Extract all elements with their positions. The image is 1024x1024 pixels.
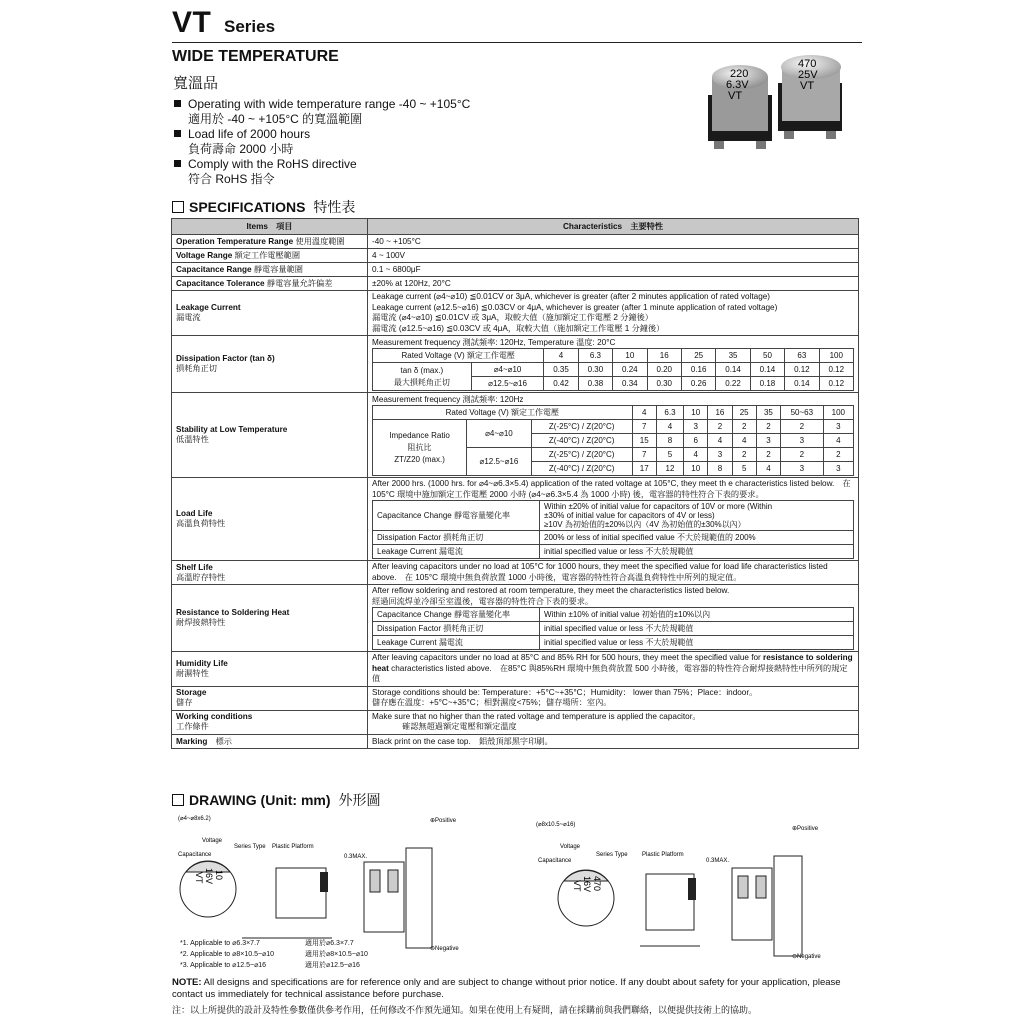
label-capacitance: Capacitance — [178, 852, 212, 858]
feature-en: Load life of 2000 hours — [188, 127, 311, 141]
z-cell: 5 — [656, 448, 683, 462]
item-cn: 標示 — [215, 736, 232, 746]
item-en: Humidity Life — [176, 658, 228, 668]
item-en: Operation Temperature Range — [176, 237, 294, 246]
photo-cap1-series: VT — [728, 90, 743, 102]
tan-cell: 0.30 — [647, 377, 681, 391]
z-cell: 3 — [823, 462, 853, 476]
col-items: Items 項目 — [172, 219, 368, 235]
label-max: 0.3MAX. — [706, 858, 730, 864]
solder-lc-label: Leakage Current 漏電流 — [373, 636, 540, 650]
label-platform: Plastic Platform — [272, 844, 314, 850]
cap-series: VT — [572, 880, 582, 892]
spec-heading — [172, 197, 355, 217]
label-negative: ⊖Negative — [792, 954, 821, 960]
item-en: Voltage Range — [176, 251, 233, 260]
label-positive: ⊕Positive — [430, 818, 457, 824]
row-shelf-life — [172, 561, 859, 585]
voltage-cell: 6.3 — [578, 349, 612, 363]
item-en: Resistance to Soldering Heat — [176, 608, 290, 617]
note-cn: 注：以上所提供的設計及特性參數僅供參考作用，任何修改不作預先通知。如果在使用上有疑問，請在採購前與我們聯絡，以便提供技術上的協助。 — [172, 1005, 758, 1015]
label-positive: ⊕Positive — [792, 826, 819, 832]
cap-value: 470 — [592, 876, 602, 892]
rated-voltage-label: Rated Voltage (V) 額定工作電壓 — [373, 349, 544, 363]
item-en: Stability at Low Temperature — [176, 425, 288, 434]
row-dissipation — [172, 336, 859, 393]
bullet-icon — [174, 160, 181, 167]
load-cc-val: ±30% of initial value for capacitors of 4V or less) — [544, 511, 715, 520]
terminal-pad — [370, 870, 380, 892]
load-cc-val: Within ±20% of initial value for capacitors of 10V or more (Within — [544, 502, 773, 511]
size-cell: ⌀12.5~⌀16 — [467, 448, 532, 476]
value: Black print on the case top. 鋁殼頂部黑字印刷。 — [368, 734, 859, 748]
tan-cell: 0.35 — [544, 363, 578, 377]
product-photo — [700, 55, 850, 155]
tan-label-cn: 最大損耗角正切 — [393, 377, 450, 387]
item-cn: 高溫貯存特性 — [176, 572, 226, 582]
z-cell: 2 — [756, 448, 780, 462]
row-load-life — [172, 478, 859, 561]
z-cell: 3 — [781, 434, 824, 448]
drawing-left-range: (⌀4~⌀8x6.2) — [178, 816, 211, 822]
voltage-cell: 25 — [681, 349, 715, 363]
load-lc-label: Leakage Current 漏電流 — [373, 545, 540, 559]
voltage-cell: 10 — [613, 349, 647, 363]
voltage-cell: 35 — [756, 406, 780, 420]
z-cell: 3 — [708, 448, 732, 462]
footnote-cn: 適用於⌀6.3×7.7 — [305, 940, 354, 947]
label-platform: Plastic Platform — [642, 852, 684, 858]
tan-cell: 0.12 — [819, 363, 853, 377]
label-negative: ⊖Negative — [430, 946, 459, 952]
title-divider — [172, 42, 862, 43]
load-df-label: Dissipation Factor 損耗角正切 — [373, 531, 540, 545]
row-marking — [172, 734, 859, 748]
z-cell: 3 — [823, 420, 853, 434]
tan-cell: 0.14 — [750, 363, 784, 377]
solder-df-label: Dissipation Factor 損耗角正切 — [373, 622, 540, 636]
voltage-cell: 6.3 — [656, 406, 683, 420]
voltage-cell: 16 — [708, 406, 732, 420]
item-cn: 使用溫度範圍 — [295, 237, 345, 246]
platform-mark — [320, 872, 328, 892]
solder-intro: After reflow soldering and restored at room temperature, they meet the characteristics listed below. — [372, 586, 730, 595]
load-df-val: 200% or less of initial specified value 不大於規範值的 200% — [540, 531, 854, 545]
z-cell: 17 — [632, 462, 656, 476]
feature-item — [174, 157, 357, 187]
z-cell: 7 — [632, 420, 656, 434]
z-cell: 7 — [632, 448, 656, 462]
label-voltage: Voltage — [560, 844, 581, 850]
voltage-cell: 25 — [732, 406, 756, 420]
row-humidity — [172, 652, 859, 687]
photo-cap2-voltage: 25V — [798, 69, 818, 81]
item-en: Dissipation Factor (tan δ) — [176, 354, 275, 363]
drawing-right-range: (⌀8x10.5~⌀16) — [536, 822, 576, 828]
tan-cell: 0.14 — [785, 377, 819, 391]
humidity-bold: resistance to soldering heat — [372, 653, 853, 673]
tan-cell: 0.42 — [544, 377, 578, 391]
label-max: 0.3MAX. — [344, 854, 368, 860]
terminal-pad — [388, 870, 398, 892]
voltage-cell: 50 — [750, 349, 784, 363]
capacitor-photo-right — [778, 55, 842, 139]
size-cell: ⌀4~⌀10 — [471, 363, 544, 377]
z-cell: 4 — [708, 434, 732, 448]
checkbox-icon — [172, 794, 184, 806]
z-cell: 10 — [684, 462, 708, 476]
z-cell: 2 — [708, 420, 732, 434]
ratio-label-cn: 阻抗比 — [407, 442, 432, 452]
spec-heading-cn: 特性表 — [313, 199, 356, 215]
drawing-heading — [172, 790, 381, 810]
load-cc-val: ≥10V 為初始值的±20%以內（4V 為初始值的±30%以內） — [544, 520, 746, 529]
z-cell: 12 — [656, 462, 683, 476]
tan-cell: 0.12 — [819, 377, 853, 391]
load-intro: After 2000 hrs. (1000 hrs. for ⌀4~⌀6.3×5.4) application of the rated voltage at 105°C, they meet th e characteristics listed below. 在 105°C 環境中施加額定工作電壓 2000 小時 (⌀4~⌀6.3×5.4 為 1000 小時) 後，電容器的特性符合下表的要求。 — [372, 479, 851, 499]
z-cell: 2 — [732, 448, 756, 462]
item-en: Leakage Current — [176, 303, 241, 312]
item-cn: 工作條件 — [176, 722, 209, 731]
leakage-line: Leakage current (⌀4~⌀10) ≦0.01CV or 3μA, whichever is greater (after 2 minutes application of rated voltage) — [372, 292, 771, 301]
subtitle: WIDE TEMPERATURE — [172, 48, 339, 65]
terminal-pad — [738, 876, 748, 898]
feature-item — [174, 97, 470, 127]
item-cn: 損耗角正切 — [176, 364, 217, 373]
tan-cell: 0.30 — [578, 363, 612, 377]
voltage-cell: 100 — [823, 406, 853, 420]
z-cell: 4 — [732, 434, 756, 448]
measure-text: Measurement frequency 測試頻率: 120Hz, Temperature 溫度: 20°C — [372, 338, 616, 347]
spec-table — [171, 218, 859, 749]
tan-cell: 0.26 — [681, 377, 715, 391]
row-voltage — [172, 249, 859, 263]
label-series-type: Series Type — [234, 844, 266, 850]
row-stability — [172, 393, 859, 478]
voltage-cell: 63 — [785, 349, 819, 363]
tan-cell: 0.18 — [750, 377, 784, 391]
feature-en: Comply with the RoHS directive — [188, 157, 357, 171]
feature-en: Operating with wide temperature range -40 ~ +105°C — [188, 97, 471, 111]
item-cn: 靜電容量範圍 — [253, 265, 303, 274]
footnote-cn: 適用於⌀12.5~⌀16 — [305, 962, 360, 969]
leakage-line: Leakage current (⌀12.5~⌀16) ≦0.03CV or 4μA, whichever is greater (after 1 minute application of rated voltage) — [372, 302, 778, 312]
photo-cap2-series: VT — [800, 80, 815, 92]
item-en: Marking — [176, 736, 208, 746]
solder-cc-label: Capacitance Change 靜電容量變化率 — [373, 608, 540, 622]
subtitle-cn: 寬溫品 — [173, 75, 219, 92]
voltage-cell: 16 — [647, 349, 681, 363]
row-tolerance — [172, 277, 859, 291]
item-en: Shelf Life — [176, 562, 213, 572]
shelf-text: After leaving capacitors under no load at 105°C for 1000 hours, they meet the specified value for load life characteristics listed above. 在 105°C 環境中無負荷放置 1000 小時後，電容器的特性符合高溫負荷特性中所列的規定值。 — [368, 561, 859, 585]
leakage-line: 漏電流 (⌀4~⌀10) ≦0.01CV 或 3μA，取較大值（施加額定工作電壓 2 分鐘後） — [372, 313, 653, 322]
footprint-view — [774, 856, 802, 956]
solder-cc-val: Within ±10% of initial value 初始值的±10%以內 — [540, 608, 854, 622]
z-cell: 2 — [756, 420, 780, 434]
stability-table — [372, 405, 854, 476]
item-cn: 儲存 — [176, 698, 193, 707]
note-label: NOTE: — [172, 977, 202, 988]
ratio-label: Impedance Ratio — [389, 430, 450, 440]
storage-line-cn: 儲存應在溫度：+5°C~+35°C；相對濕度<75%；儲存場所：室內。 — [372, 698, 612, 707]
feature-cn: 適用於 -40 ~ +105°C 的寬溫範圍 — [188, 112, 363, 126]
footnotes — [180, 938, 368, 971]
item-cn: 耐濕特性 — [176, 668, 209, 678]
voltage-cell: 4 — [544, 349, 578, 363]
voltage-cell: 100 — [819, 349, 853, 363]
item-cn: 靜電容量允許偏差 — [266, 279, 333, 288]
z-cell: 2 — [781, 448, 824, 462]
footnote-en: *3. Applicable to ⌀12.5~⌀16 — [180, 962, 267, 969]
footnote-cn: 適用於⌀8×10.5~⌀10 — [305, 951, 368, 958]
humidity-text: After leaving capacitors under no load at 85°C and 85% RH for 500 hours, they meet the specified value for — [372, 653, 764, 662]
solder-df-val: initial specified value or less 不大於規範值 — [540, 622, 854, 636]
measure-text: Measurement frequency 測試頻率: 120Hz — [372, 395, 524, 404]
dissipation-table — [372, 348, 854, 391]
z-label: Z(-25°C) / Z(20°C) — [531, 448, 632, 462]
row-storage — [172, 686, 859, 710]
z-cell: 2 — [781, 420, 824, 434]
label-series-type: Series Type — [596, 852, 628, 858]
voltage-cell: 50~63 — [781, 406, 824, 420]
value: 4 ~ 100V — [368, 249, 859, 263]
item-en: Working conditions — [176, 712, 253, 721]
photo-cap2-value: 470 — [798, 58, 817, 70]
load-lc-val: initial specified value or less 不大於規範值 — [540, 545, 854, 559]
ratio-z: ZT/Z20 (max.) — [394, 454, 445, 464]
tan-cell: 0.12 — [785, 363, 819, 377]
photo-cap1-voltage: 6.3V — [726, 79, 749, 91]
z-label: Z(-40°C) / Z(20°C) — [531, 462, 632, 476]
z-cell: 3 — [756, 434, 780, 448]
footnote-en: *2. Applicable to ⌀8×10.5~⌀10 — [180, 951, 275, 958]
footnote-en: *1. Applicable to ⌀6.3×7.7 — [180, 940, 260, 947]
tan-cell: 0.24 — [613, 363, 647, 377]
z-cell: 8 — [656, 434, 683, 448]
solder-lc-val: initial specified value or less 不大於規範值 — [540, 636, 854, 650]
value: ±20% at 120Hz, 20°C — [368, 277, 859, 291]
label-voltage: Voltage — [202, 838, 223, 844]
leakage-line: 漏電流 (⌀12.5~⌀16) ≦0.03CV 或 4μA，取較大值（施加額定工作電壓 1 分鐘後） — [372, 323, 665, 333]
spec-heading-en: SPECIFICATIONS — [189, 199, 306, 215]
note-block — [172, 977, 864, 1001]
row-op-temp — [172, 235, 859, 249]
row-soldering — [172, 585, 859, 652]
feature-cn: 負荷壽命 2000 小時 — [188, 142, 294, 156]
cap-value: 10 — [214, 870, 224, 881]
photo-cap1-value: 220 — [730, 68, 749, 80]
note-en: All designs and specifications are for reference only and are subject to change without prior notice. If any doubt about safety for your application, please contact us immediately for technical assistance before purchase. — [172, 977, 841, 1000]
capacitor-side-view — [276, 868, 326, 918]
label-capacitance: Capacitance — [538, 858, 572, 864]
tan-cell: 0.20 — [647, 363, 681, 377]
tan-label: tan δ (max.) — [400, 365, 444, 375]
solder-intro-cn: 經過回流焊並冷卻至室溫後，電容器的特性符合下表的要求。 — [372, 596, 594, 606]
platform-mark — [688, 878, 696, 900]
z-label: Z(-40°C) / Z(20°C) — [531, 434, 632, 448]
row-working — [172, 710, 859, 734]
z-cell: 2 — [823, 448, 853, 462]
tan-cell: 0.22 — [716, 377, 750, 391]
item-en: Load Life — [176, 509, 213, 518]
z-cell: 2 — [732, 420, 756, 434]
load-table — [372, 500, 854, 559]
z-cell: 3 — [684, 420, 708, 434]
capacitor-photo-left — [708, 65, 772, 149]
z-cell: 15 — [632, 434, 656, 448]
tan-cell: 0.14 — [716, 363, 750, 377]
feature-cn: 符合 RoHS 指令 — [188, 172, 275, 186]
bullet-icon — [174, 100, 181, 107]
size-cell: ⌀4~⌀10 — [467, 420, 532, 448]
solder-table — [372, 607, 854, 650]
col-characteristics: Characteristics 主要特性 — [368, 219, 859, 235]
terminal-pad — [756, 876, 766, 898]
drawing-right — [530, 816, 860, 966]
bullet-icon — [174, 130, 181, 137]
item-en: Capacitance Range — [176, 265, 252, 274]
cap-voltage: 16V — [204, 868, 214, 885]
tan-cell: 0.38 — [578, 377, 612, 391]
item-cn: 耐焊接熱特性 — [176, 618, 226, 627]
z-cell: 8 — [708, 462, 732, 476]
capacitor-side-view — [646, 874, 694, 930]
voltage-cell: 35 — [716, 349, 750, 363]
z-cell: 6 — [684, 434, 708, 448]
series-label: Series — [224, 17, 276, 36]
working-line: Make sure that no higher than the rated voltage and temperature is applied the capacitor。 — [372, 711, 701, 721]
tan-cell: 0.16 — [681, 363, 715, 377]
row-leakage — [172, 291, 859, 336]
z-label: Z(-25°C) / Z(20°C) — [531, 420, 632, 434]
value: -40 ~ +105°C — [368, 235, 859, 249]
value: 0.1 ~ 6800μF — [368, 263, 859, 277]
item-cn: 低溫特性 — [176, 435, 209, 444]
item-cn: 高溫負荷特性 — [176, 519, 226, 528]
footprint-view — [406, 848, 432, 948]
rated-voltage-label: Rated Voltage (V) 額定工作電壓 — [373, 406, 633, 420]
row-capacitance — [172, 263, 859, 277]
load-cc-label: Capacitance Change 靜電容量變化率 — [373, 501, 540, 531]
item-cn: 漏電流 — [176, 313, 201, 322]
size-cell: ⌀12.5~⌀16 — [471, 377, 544, 391]
drawing-heading-en: DRAWING (Unit: mm) — [189, 792, 331, 808]
z-cell: 3 — [781, 462, 824, 476]
cap-series: VT — [194, 872, 204, 884]
drawing-heading-cn: 外形圖 — [338, 792, 381, 808]
item-cn: 額定工作電壓範圍 — [234, 251, 301, 260]
cap-voltage: 16V — [582, 876, 592, 893]
z-cell: 4 — [823, 434, 853, 448]
checkbox-icon — [172, 201, 184, 213]
voltage-cell: 10 — [684, 406, 708, 420]
z-cell: 4 — [656, 420, 683, 434]
z-cell: 4 — [756, 462, 780, 476]
working-line-cn: 確認無超過額定電壓和額定溫度 — [402, 722, 517, 731]
series-model: VT — [172, 6, 212, 39]
humidity-text-2: characteristics listed above. 在85°C 與85%RH 環境中無負荷放置 500 小時後，電容器的特性符合耐焊接熱特性中所列的規定值 — [372, 663, 848, 683]
feature-item — [174, 127, 310, 157]
z-cell: 4 — [684, 448, 708, 462]
tan-cell: 0.34 — [613, 377, 647, 391]
z-cell: 5 — [732, 462, 756, 476]
item-en: Storage — [176, 688, 207, 697]
spec-header-row — [172, 219, 859, 235]
item-en: Capacitance Tolerance — [176, 279, 265, 288]
storage-line: Storage conditions should be: Temperature：+5°C~+35°C；Humidity： lower than 75%；Place：indoor。 — [372, 687, 758, 697]
voltage-cell: 4 — [632, 406, 656, 420]
